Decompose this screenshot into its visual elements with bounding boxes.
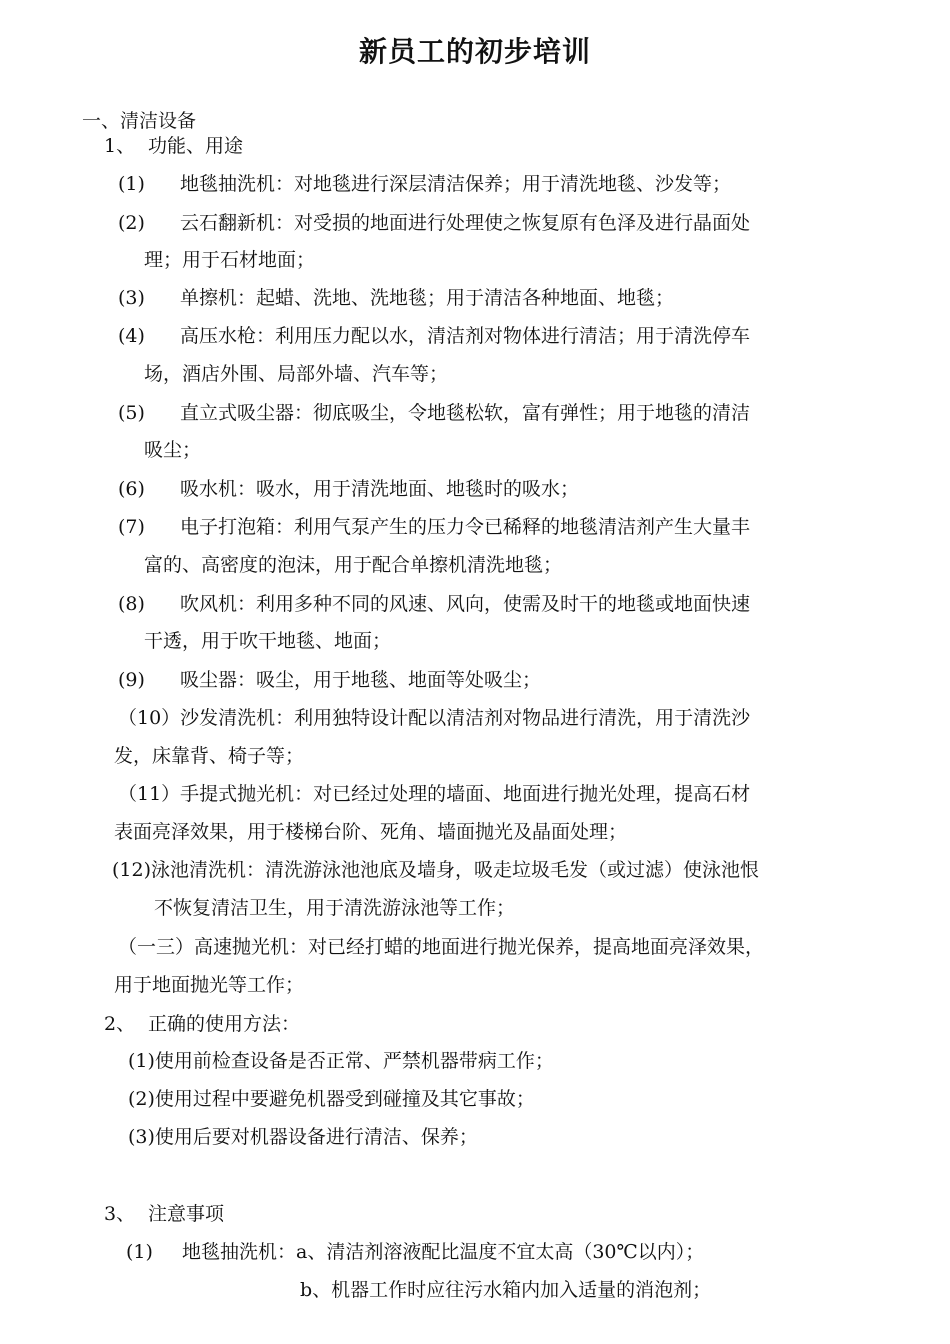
subsection-title: 功能、用途 (148, 135, 244, 157)
list-item (118, 171, 731, 197)
item-text-continued: 发，床靠背、椅子等； (114, 745, 305, 767)
item-text: 单擦机：起蜡、洗地、洗地毯；用于清洁各种地面、地毯； (180, 287, 675, 309)
item-number: (9) (118, 669, 145, 691)
item-number: (3) (118, 287, 145, 309)
subsection-number: 3、 (104, 1203, 136, 1225)
list-item (118, 285, 674, 311)
item-text: 吸水机：吸水，用于清洗地面、地毯时的吸水； (180, 478, 580, 500)
item-number: (7) (118, 516, 145, 538)
item-text: 地毯抽洗机：对地毯进行深层清洁保养；用于清洗地毯、沙发等； (180, 173, 732, 195)
item-text-continued: 干透，用于吹干地毯、地面； (144, 630, 392, 652)
item-text-continued: 场，酒店外围、局部外墙、汽车等； (144, 363, 449, 385)
item-text: 直立式吸尘器：彻底吸尘，令地毯松软，富有弹性；用于地毯的清洁 (180, 402, 751, 424)
list-item: (1)使用前检查设备是否正常、严禁机器带病工作； (128, 1050, 554, 1072)
item-number: (1) (126, 1241, 153, 1263)
item-text: 吸尘器：吸尘，用于地毯、地面等处吸尘； (180, 669, 542, 691)
list-item: (3)使用后要对机器设备进行清洁、保养； (128, 1126, 478, 1148)
list-item (118, 667, 541, 693)
list-item: （10）沙发清洗机：利用独特设计配以清洁剂对物品进行清洗，用于清洗沙 (118, 707, 751, 729)
list-item (118, 476, 579, 502)
item-text-continued: 表面亮泽效果，用于楼梯台阶、死角、墙面抛光及晶面处理； (114, 821, 628, 843)
item-number: (4) (118, 325, 145, 347)
subsection-heading-precautions (104, 1201, 224, 1227)
item-text-continued: 不恢复清洁卫生，用于清洗游泳池等工作； (154, 897, 516, 919)
subsection-title: 注意事项 (148, 1203, 225, 1225)
subsection-number: 1、 (104, 135, 136, 157)
item-number: (5) (118, 402, 145, 424)
list-item (118, 210, 750, 236)
item-text-continued: 吸尘； (144, 439, 202, 461)
item-text-continued: 富的、高密度的泡沫，用于配合单擦机清洗地毯； (144, 554, 563, 576)
item-number: (8) (118, 593, 145, 615)
list-item: (12)泳池清洗机：清洗游泳池池底及墙身，吸走垃圾毛发（或过滤）使泳池恨 (112, 859, 760, 881)
item-number: (6) (118, 478, 145, 500)
item-text-continued: 用于地面抛光等工作； (114, 974, 305, 996)
item-number: (1) (118, 173, 145, 195)
list-item (118, 591, 750, 617)
list-item (118, 400, 750, 426)
item-text: 高压水枪：利用压力配以水，清洁剂对物体进行清洁；用于清洗停车 (180, 325, 751, 347)
list-item (126, 1239, 704, 1265)
subsection-heading-functions (104, 133, 243, 159)
item-text: 电子打泡箱：利用气泵产生的压力令已稀释的地毯清洁剂产生大量丰 (180, 516, 751, 538)
list-item (118, 514, 750, 540)
list-item (118, 323, 750, 349)
item-text-continued: b、机器工作时应往污水箱内加入适量的消泡剂； (300, 1279, 712, 1301)
item-text-continued: 理；用于石材地面； (144, 249, 316, 271)
item-text: 地毯抽洗机：a、清洁剂溶液配比温度不宜太高（30℃以内）； (182, 1241, 705, 1263)
page-title: 新员工的初步培训 (358, 35, 591, 68)
item-text: 云石翻新机：对受损的地面进行处理使之恢复原有色泽及进行晶面处 (180, 212, 751, 234)
subsection-heading-usage (104, 1011, 300, 1037)
section-heading-cleaning-equipment: 一、清洁设备 (82, 110, 197, 132)
subsection-title: 正确的使用方法： (148, 1013, 301, 1035)
subsection-number: 2、 (104, 1013, 136, 1035)
list-item: （11）手提式抛光机：对已经过处理的墙面、地面进行抛光处理，提高石材 (118, 783, 751, 805)
list-item: （一三）高速抛光机：对已经打蜡的地面进行抛光保养，提高地面亮泽效果， (118, 936, 765, 958)
item-number: (2) (118, 212, 145, 234)
list-item: (2)使用过程中要避免机器受到碰撞及其它事故； (128, 1088, 535, 1110)
item-text: 吹风机：利用多种不同的风速、风向，使需及时干的地毯或地面快速 (180, 593, 751, 615)
